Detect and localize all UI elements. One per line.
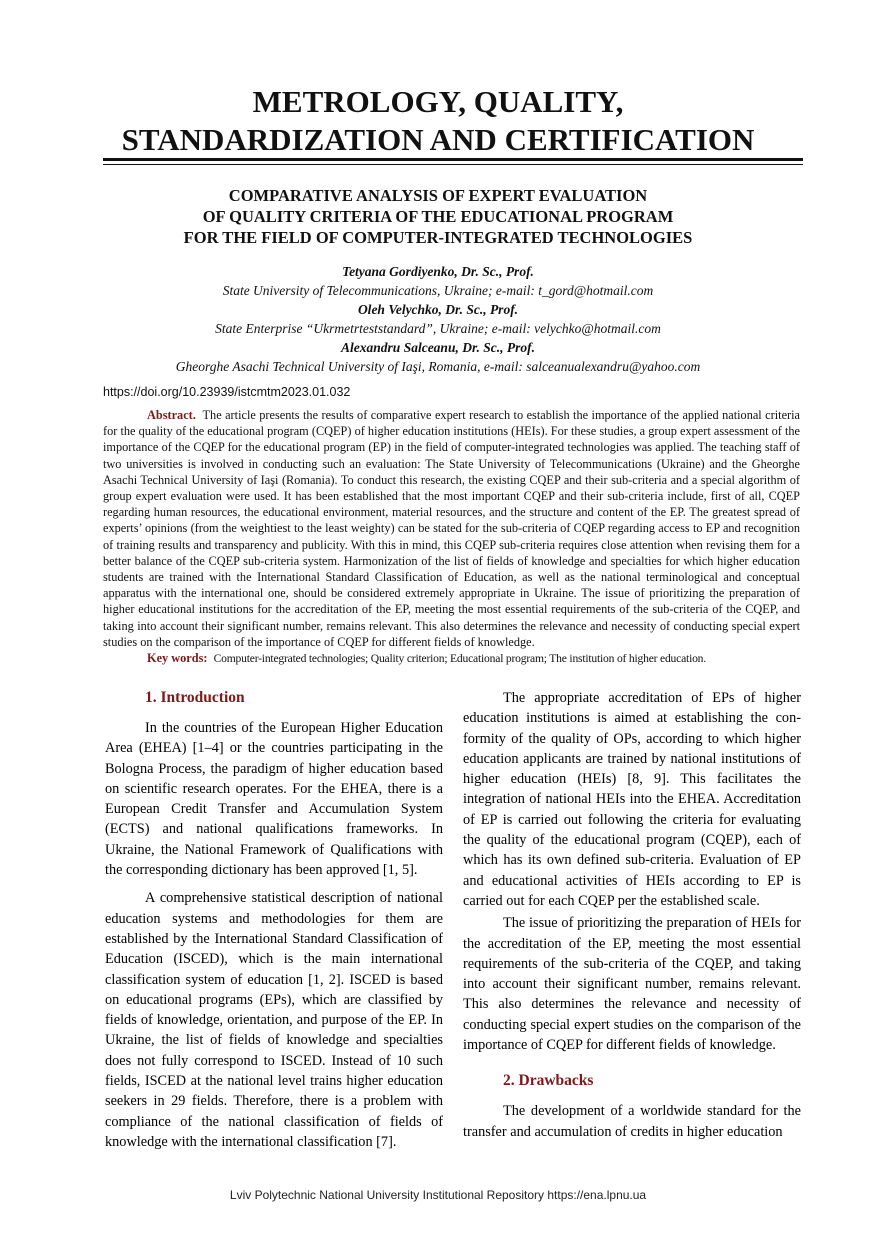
- section-heading: 2. Drawbacks: [503, 1072, 594, 1090]
- keywords-text: Computer-integrated technologies; Quality criterion; Educational program; The institution of higher education.: [213, 652, 706, 666]
- author-affiliation: State Enterprise “Ukrmetrteststandard”, Ukraine; e-mail: velychko@hotmail.com: [215, 321, 661, 336]
- author-affiliation: State University of Telecommunications, Ukraine; e-mail: t_gord@hotmail.com: [222, 283, 654, 298]
- keywords-label: Key words:: [147, 651, 208, 666]
- article-title-line: COMPARATIVE ANALYSIS OF EXPERT EVALUATION: [228, 186, 648, 205]
- author-affiliation: Gheorghe Asachi Technical University of Iaşi, Romania, e-mail: salceanualexandru@yahoo.com: [175, 359, 701, 374]
- section-heading: 1. Introduction: [145, 689, 245, 706]
- author-name: Oleh Velychko, Dr. Sc., Prof.: [357, 302, 519, 317]
- paragraph: The development of a worldwide standard for the transfer and accumulation of credits in higher education: [463, 1103, 801, 1140]
- divider: [103, 164, 803, 165]
- paragraph: The issue of prioritizing the preparation of HEIs for the accreditation of the EP, meeting the most essential requirements of the sub-criteria of the CQEP, and taking into account their significant number, remains relevant. This also determines the relevance and necessity of conducting special expert studies on the comparison of the importance of CQEP for different fields of knowledge.: [463, 915, 801, 1054]
- author-name: Tetyana Gordiyenko, Dr. Sc., Prof.: [342, 264, 534, 279]
- abstract: [103, 407, 800, 667]
- divider: [103, 158, 803, 161]
- left-column: [105, 688, 443, 1152]
- journal-section-title: [0, 83, 876, 159]
- doi-link[interactable]: https://doi.org/10.23939/istcmtm2023.01.032: [103, 385, 351, 399]
- article-title-line: OF QUALITY CRITERIA OF THE EDUCATIONAL PROGRAM: [202, 207, 674, 226]
- abstract-text: The article presents the results of comparative expert research to establish the importance of the applied national criteria for the quality of the educational program (CQEP) of higher education institutions (HEIs). For these studies, a group expert assessment of the importance of the CQEP for the educational program (EP) in the field of computer-integrated technologies was applied. The teaching staff of two universities is involved in conducting such an evaluation: The State University of Telecommunications (Ukraine) and the Gheorghe Asachi Technical University of Iaşi (Romania). To conduct this research, the existing CQEP and their sub-criteria and a special algorithm of group expert evaluation were used. It has been established that the most important CQEP and their sub-criteria include, first of all, CQEP regarding human resources, the educational environment, material resources, and the structure and content of the EP. The greatest spread of experts’ opinions (from the weightiest to the least weighty) can be stated for the sub-criteria of CQEP regarding access to EP and recognition of training results and transparency and publicity. With this in mind, this CQEP sub-criteria requires close attention when revising them for a better balance of the CQEP sub-criteria system. Harmonization of the list of fields of knowledge and specialties for which higher education students are trained with the International Standard Classification of Education, as well as the national terminological and conceptual apparatus with the international one, should be considered extremely appropriate in Ukraine. The issue of prioritizing the preparation of higher educational institutions for the accreditation of the EP, meeting the most essential requirements of the sub-criteria of the CQEP, and taking into account their significant number, remains relevant. This also determines the relevance and necessity of conducting special expert studies on the comparison of the importance of CQEP for different fields of knowledge.: [103, 408, 800, 649]
- abstract-label: Abstract.: [147, 408, 196, 422]
- footer: Lviv Polytechnic National University Institutional Repository https://ena.lpnu.ua: [229, 1188, 647, 1202]
- paragraph: A comprehensive statistical description of national education systems and methodologies for them are established by the International Standard Classification of Education (ISCED), which is the main international classification system of education [1, 2]. ISCED is based on educational programs (EPs), which are classified by fields of knowledge, orientation, and purpose of the EP. In Ukraine, the list of fields of knowledge and specialties does not fully correspond to ISCED. Instead of 10 such fields, ISCED at the national level trains higher education seekers in 29 fields. Therefore, there is a problem with compliance of the national classification of fields of knowledge with the international classification [7].: [105, 890, 443, 1150]
- paragraph: The appropriate accreditation of EPs of higher education institutions is aimed at establishing the conformity of the quality of OPs, according to which higher education applicants are trained by national institutions of higher education (HEIs) [8, 9]. This facilitates the integration of national HEIs into the EHEA. Accreditation of EP is carried out following the criteria for evaluating the quality of the educational program (CQEP), each of which has its own defined sub-criteria. Evaluation of EP and educational activities of HEIs according to EP is carried out for each CQEP per the established scale.: [463, 690, 801, 909]
- right-column: [463, 688, 801, 1142]
- paragraph: In the countries of the European Higher Education Area (EHEA) [1–4] or the countries participating in the Bologna Process, the paradigm of higher education based on scientific research operates. For the EHEA, there is a European Credit Transfer and Accumulation System (ECTS) and national qualifications frameworks. In Ukraine, the National Framework of Qualifications with the corresponding dictionary has been approved [1, 5].: [105, 720, 443, 879]
- author-name: Alexandru Salceanu, Dr. Sc., Prof.: [341, 340, 535, 355]
- section-title-line: STANDARDIZATION AND CERTIFICATION: [121, 122, 755, 157]
- article-title-line: FOR THE FIELD OF COMPUTER-INTEGRATED TECHNOLOGIES: [183, 228, 693, 247]
- article-title: [0, 185, 876, 248]
- author-list: [0, 262, 876, 376]
- section-title-line: METROLOGY, QUALITY,: [252, 84, 624, 119]
